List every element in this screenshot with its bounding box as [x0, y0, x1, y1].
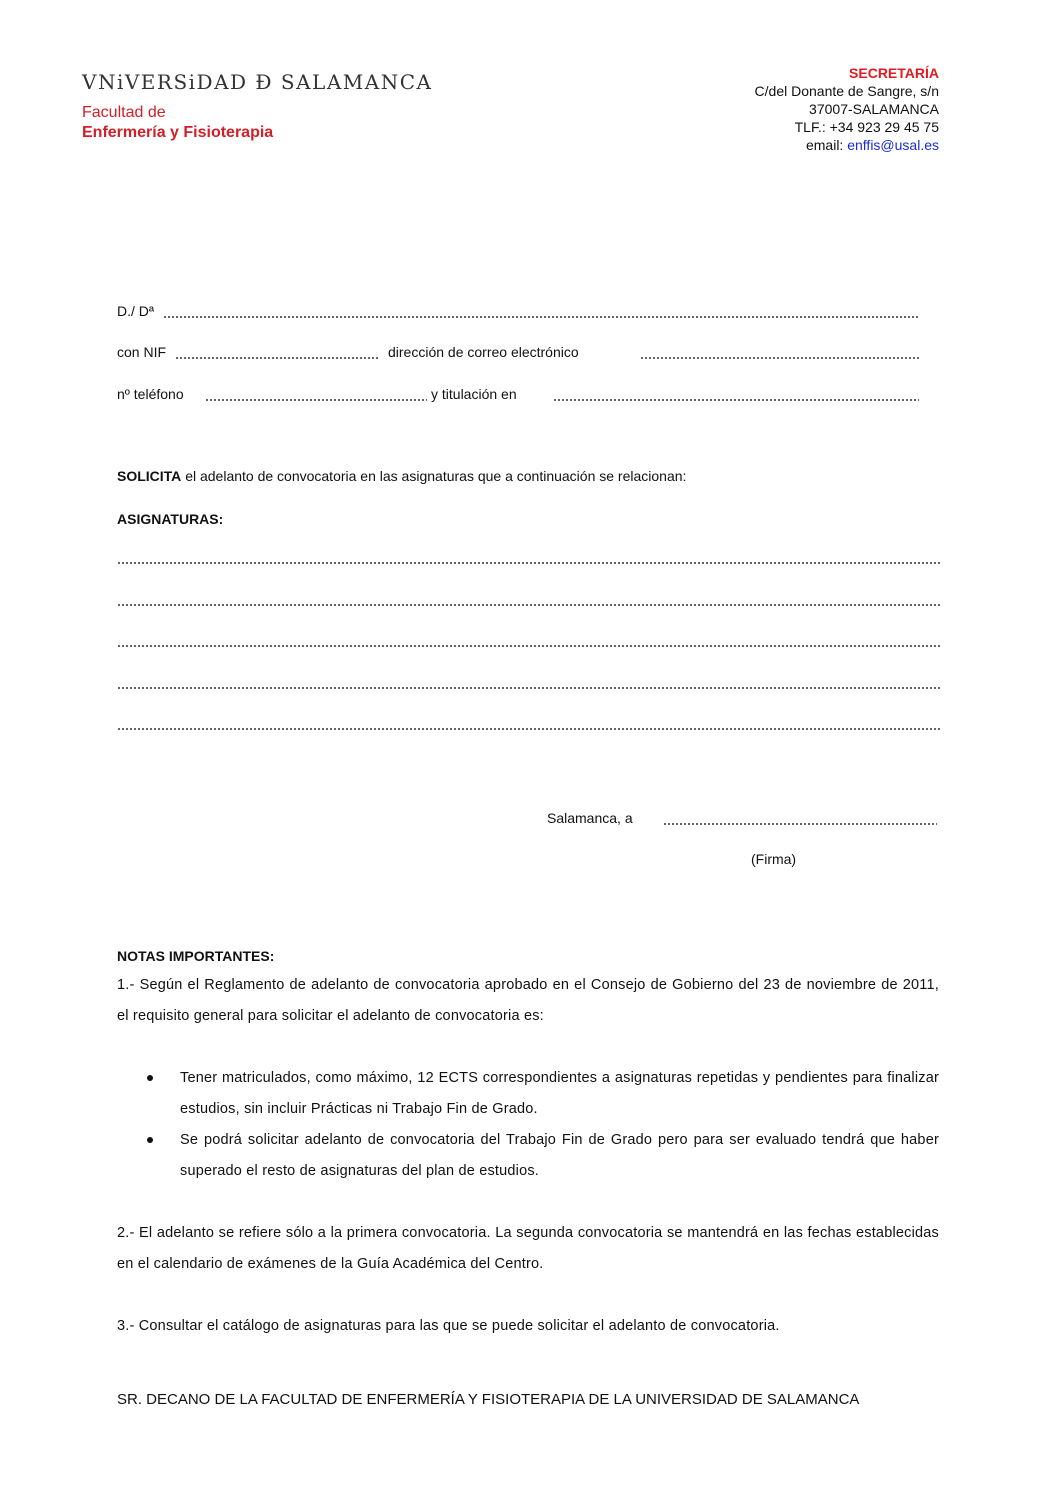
note-1: 1.- Según el Reglamento de adelanto de convocatoria aprobado en el Consejo de Gobierno del 23 de noviembre de 2011, el requisito general para solicitar el adelanto de convocatoria es: [117, 977, 939, 1024]
signature-label: (Firma) [751, 851, 797, 867]
phone-label: nº teléfono [117, 386, 184, 402]
email-fill-field[interactable] [640, 357, 919, 359]
subject-line[interactable] [117, 645, 941, 647]
date-fill-field[interactable] [663, 823, 937, 825]
university-logo-text: VNiVERSiDAD Ð SALAMANCA [82, 70, 433, 94]
subject-line[interactable] [117, 562, 941, 564]
degree-label: y titulación en [431, 386, 517, 402]
bullet-text: Tener matriculados, como máximo, 12 ECTS correspondientes a asignaturas repetidas y pendientes para finalizar estudios, sin incluir Prácticas ni Trabajo Fin de Grado. [180, 1070, 939, 1117]
phone-fill-field[interactable] [205, 399, 427, 401]
note-2: 2.- El adelanto se refiere sólo a la primera convocatoria. La segunda convocatoria se mantendrá en las fechas establecidas en el calendario de exámenes de la Guía Académica del Centro. [117, 1225, 939, 1272]
faculty-name-line2: Enfermería y Fisioterapia [82, 124, 274, 141]
note-1-bullet-1 [147, 1063, 939, 1125]
email-field-label: dirección de correo electrónico [388, 344, 579, 360]
bullet-icon [147, 1075, 153, 1081]
note-3: 3.- Consultar el catálogo de asignaturas para las que se puede solicitar el adelanto de convocatoria. [117, 1318, 780, 1334]
place-date-label: Salamanca, a [547, 810, 633, 826]
request-text: el adelanto de convocatoria en las asignaturas que a continuación se relacionan: [185, 468, 687, 484]
nif-fill-field[interactable] [175, 357, 378, 359]
name-label: D./ Dª [117, 303, 155, 319]
bullet-text: Se podrá solicitar adelanto de convocatoria del Trabajo Fin de Grado pero para ser evaluado tendrá que haber superado el resto de asignaturas del plan de estudios. [180, 1132, 939, 1179]
recipient-line: SR. DECANO DE LA FACULTAD DE ENFERMERÍA Y FISIOTERAPIA DE LA UNIVERSIDAD DE SALAMANCA [117, 1391, 860, 1408]
email-label: email: [805, 137, 844, 153]
email-link[interactable]: enffis@usal.es [847, 137, 939, 153]
subject-line[interactable] [117, 728, 941, 730]
subjects-heading: ASIGNATURAS: [117, 511, 224, 527]
note-1-bullet-2 [147, 1125, 939, 1187]
address-block [755, 64, 939, 154]
street-address: C/del Donante de Sangre, s/n [754, 83, 939, 99]
subject-line[interactable] [117, 687, 941, 689]
office-title: SECRETARÍA [849, 65, 939, 81]
phone-number: TLF.: +34 923 29 45 75 [794, 119, 939, 135]
faculty-name-line1: Facultad de [82, 104, 166, 121]
name-fill-field[interactable] [163, 316, 919, 318]
subject-line[interactable] [117, 604, 941, 606]
degree-fill-field[interactable] [553, 399, 919, 401]
notes-heading: NOTAS IMPORTANTES: [117, 948, 275, 964]
city-postcode: 37007-SALAMANCA [809, 101, 939, 117]
email-line [755, 136, 939, 154]
bullet-icon [147, 1137, 153, 1143]
request-line [117, 468, 686, 484]
nif-label: con NIF [117, 344, 167, 360]
request-bold: SOLICITA [117, 468, 182, 484]
